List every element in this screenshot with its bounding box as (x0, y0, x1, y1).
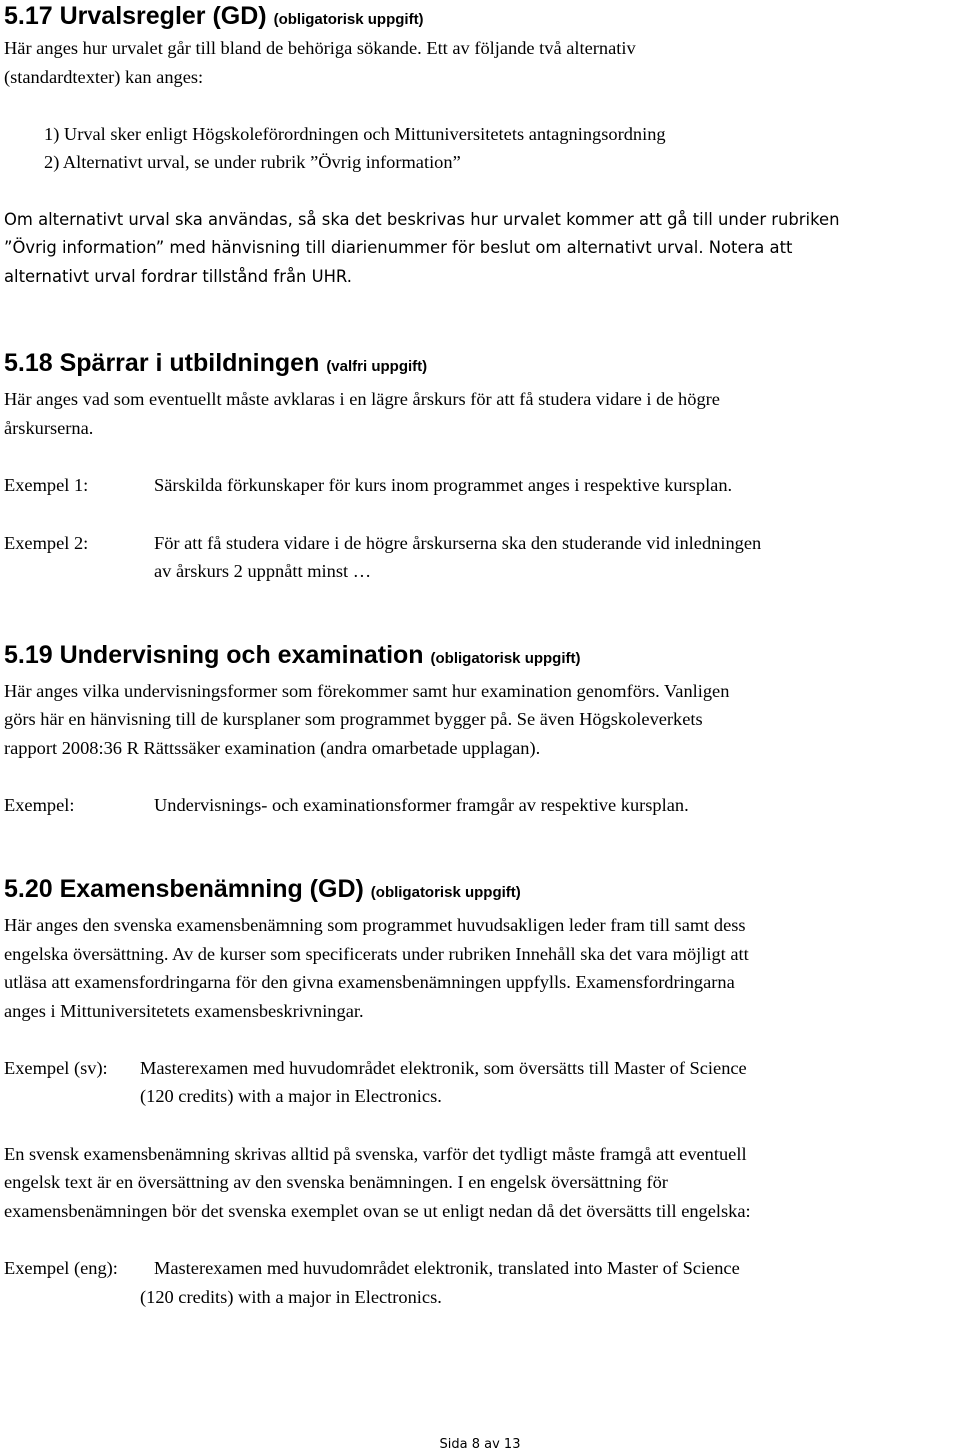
heading-note: (obligatorisk uppgift) (370, 884, 521, 901)
paragraph-line: Här anges vilka undervisningsformer som förekommer samt hur examination genomförs. Vanligen (4, 681, 730, 701)
heading-text: 5.17 Urvalsregler (GD) (4, 2, 267, 30)
example-label: Exempel (eng): (4, 1258, 118, 1278)
section-heading-5-20 (4, 875, 521, 907)
section-heading-5-18 (4, 349, 427, 381)
paragraph-line: anges i Mittuniversitetets examensbeskrivningar. (4, 1001, 364, 1021)
example-text: Masterexamen med huvudområdet elektronik, som översätts till Master of Science (140, 1058, 747, 1078)
example-label: Exempel: (4, 795, 75, 815)
paragraph-line: Om alternativt urval ska användas, så ska det beskrivas hur urvalet kommer att gå till under rubriken (4, 210, 840, 229)
page-number: Sida 8 av 13 (439, 1437, 521, 1452)
paragraph-line: utläsa att examensfordringarna för den givna examensbenämningen uppfylls. Examensfordringarna (4, 972, 735, 992)
paragraph-line: Här anges vad som eventuellt måste avklaras i en lägre årskurs för att få studera vidare i de högre (4, 389, 720, 409)
paragraph-line: alternativt urval fordrar tillstånd från UHR. (4, 267, 352, 286)
list-item: 2) Alternativt urval, se under rubrik ”Övrig information” (44, 152, 461, 172)
paragraph-line: examensbenämningen bör det svenska exemplet ovan se ut enligt nedan då det översätts till engelska: (4, 1201, 751, 1221)
heading-text: 5.20 Examensbenämning (GD) (4, 875, 364, 903)
heading-text: 5.18 Spärrar i utbildningen (4, 349, 320, 377)
example-text: (120 credits) with a major in Electronics. (140, 1287, 442, 1307)
section-heading-5-17 (4, 2, 424, 34)
paragraph-line: årskurserna. (4, 418, 94, 438)
example-label: Exempel 1: (4, 475, 89, 495)
example-text: För att få studera vidare i de högre årskurserna ska den studerande vid inledningen (154, 533, 762, 553)
heading-note: (obligatorisk uppgift) (430, 650, 581, 667)
heading-note: (valfri uppgift) (326, 358, 428, 375)
heading-note: (obligatorisk uppgift) (273, 11, 424, 28)
section-heading-5-19 (4, 641, 581, 673)
example-text: Masterexamen med huvudområdet elektronik, translated into Master of Science (154, 1258, 740, 1278)
heading-text: 5.19 Undervisning och examination (4, 641, 424, 669)
list-item: 1) Urval sker enligt Högskoleförordningen och Mittuniversitetets antagningsordning (44, 124, 666, 144)
example-label: Exempel 2: (4, 533, 89, 553)
paragraph-line: rapport 2008:36 R Rättssäker examination (andra omarbetade upplagan). (4, 738, 541, 758)
paragraph-line: engelska översättning. Av de kurser som specificerats under rubriken Innehåll ska det vara möjligt att (4, 944, 749, 964)
paragraph-line: Här anges den svenska examensbenämning som programmet huvudsakligen leder fram till samt dess (4, 915, 746, 935)
paragraph-line: Här anges hur urvalet går till bland de behöriga sökande. Ett av följande två alternativ (4, 38, 636, 58)
paragraph-line: görs här en hänvisning till de kursplaner som programmet bygger på. Se även Högskoleverkets (4, 709, 703, 729)
example-text: av årskurs 2 uppnått minst … (154, 561, 372, 581)
paragraph-line: ”Övrig information” med hänvisning till diarienummer för beslut om alternativt urval. Notera att (4, 238, 793, 257)
example-text: Undervisnings- och examinationsformer framgår av respektive kursplan. (154, 795, 689, 815)
paragraph-line: engelsk text är en översättning av den svenska benämningen. I en engelsk översättning för (4, 1172, 668, 1192)
example-label: Exempel (sv): (4, 1058, 108, 1078)
paragraph-line: (standardtexter) kan anges: (4, 67, 204, 87)
example-text: (120 credits) with a major in Electronics. (140, 1086, 442, 1106)
paragraph-line: En svensk examensbenämning skrivas alltid på svenska, varför det tydligt måste framgå att eventuell (4, 1144, 747, 1164)
example-text: Särskilda förkunskaper för kurs inom programmet anges i respektive kursplan. (154, 475, 733, 495)
